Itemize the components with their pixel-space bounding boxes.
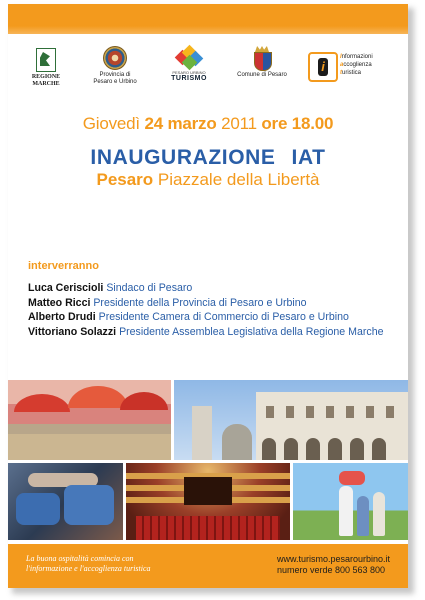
provincia-label-line1: Provincia di (99, 72, 131, 78)
iat-letter: i (318, 58, 328, 76)
turismo-diamonds-icon (175, 46, 203, 68)
event-title: INAUGURAZIONE IAT (90, 146, 326, 169)
interverranno-label: interverranno (28, 260, 99, 272)
provincia-seal-icon (103, 46, 127, 70)
iat-info-icon (308, 52, 338, 82)
speaker-row: Vittoriano Solazzi Presidente Assemblea Legislativa della Regione Marche (28, 325, 384, 338)
logo-pesaro-urbino-turismo (166, 46, 212, 82)
speaker-row: Matteo Ricci Presidente della Provincia di Pesaro e Urbino (28, 296, 307, 309)
speaker-row: Luca Ceriscioli Sindaco di Pesaro (28, 282, 193, 294)
iat-text: Informazioni accoglienza turistica (340, 54, 373, 76)
website-link[interactable]: www.turismo.pesarourbino.it (276, 554, 390, 564)
logo-provincia (86, 46, 144, 86)
event-date: Giovedì 24 marzo 2011 ore 18.00 (82, 114, 334, 133)
comune-label: Comune di Pesaro (237, 72, 287, 78)
turismo-big-label: TURISMO (171, 75, 207, 82)
regione-label-line2: MARCHE (32, 81, 60, 87)
regione-marche-emblem-icon (36, 48, 56, 72)
logo-comune-pesaro (234, 46, 290, 79)
tagline: La buona ospitalità comincia con l'informazione e l'accoglienza turistica (26, 554, 151, 573)
turismo-small-label: PESARO URBINO (172, 70, 206, 75)
speaker-list (28, 281, 406, 339)
comune-crest-icon (252, 46, 272, 70)
logo-regione-marche (26, 48, 66, 88)
event-place: Pesaro Piazzale della Libertà (96, 170, 320, 189)
photo-fish-market (8, 463, 123, 540)
speaker-row: Alberto Drudi Presidente Camera di Commercio di Pesaro e Urbino (28, 311, 349, 324)
contact-info (277, 554, 390, 576)
top-orange-bar (8, 4, 408, 34)
logo-iat (308, 52, 404, 86)
bottom-orange-bar (8, 544, 408, 588)
photo-family-outdoors (293, 463, 408, 540)
photo-theatre-interior (126, 463, 290, 540)
provincia-label-line2: Pesaro e Urbino (93, 79, 137, 85)
photo-piazza-palace (174, 380, 408, 460)
photo-beach-umbrellas (8, 380, 171, 460)
phone-number: numero verde 800 563 800 (276, 565, 386, 575)
regione-label-line1: REGIONE (31, 74, 61, 80)
top-bar-glow (8, 26, 408, 34)
poster (8, 4, 408, 588)
